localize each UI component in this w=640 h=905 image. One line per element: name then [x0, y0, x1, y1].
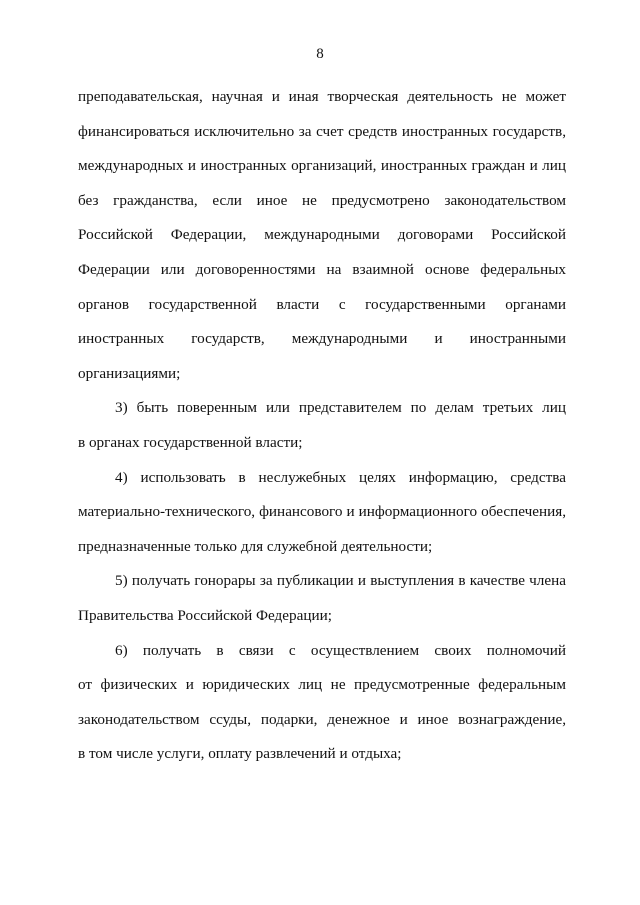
page-number: 8 [316, 46, 324, 62]
list-item-6 [78, 634, 566, 772]
text-line: 4) использовать в неслужебных целях информацию, средства [115, 468, 566, 486]
text-line: органов государственной власти с государственными органами [78, 295, 566, 313]
list-item-4 [78, 461, 566, 565]
text-line: материально-технического, финансового и информационного обеспечения, [78, 503, 566, 521]
text-line: без гражданства, если иное не предусмотрено законодательством [78, 191, 566, 209]
text-line: 6) получать в связи с осуществлением своих полномочий [115, 641, 566, 659]
document-body [78, 80, 566, 772]
text-line: иностранных государств, международными и иностранными [78, 330, 566, 348]
paragraph-continuation [78, 80, 566, 391]
text-line: предназначенные только для служебной деятельности; [78, 537, 433, 555]
text-line: международных и иностранных организаций, иностранных граждан и лиц [78, 157, 566, 175]
text-line: 3) быть поверенным или представителем по делам третьих лиц [115, 399, 566, 417]
text-line: Федерации или договоренностями на взаимной основе федеральных [78, 260, 566, 278]
text-line: Российской Федерации, международными договорами Российской [78, 226, 566, 244]
list-item-5 [78, 564, 566, 633]
text-line: 5) получать гонорары за публикации и выступления в качестве члена [115, 572, 566, 590]
text-line: в том числе услуги, оплату развлечений и отдыха; [78, 745, 402, 763]
text-line: преподавательская, научная и иная творческая деятельность не может [78, 88, 566, 105]
text-line: от физических и юридических лиц не предусмотренные федеральным [78, 676, 566, 694]
text-line: финансироваться исключительно за счет средств иностранных государств, [78, 122, 566, 140]
text-line: в органах государственной власти; [78, 433, 303, 451]
text-line: законодательством ссуды, подарки, денежное и иное вознаграждение, [78, 710, 566, 728]
list-item-3 [78, 391, 566, 460]
text-line: организациями; [78, 364, 181, 382]
text-line: Правительства Российской Федерации; [78, 606, 332, 624]
